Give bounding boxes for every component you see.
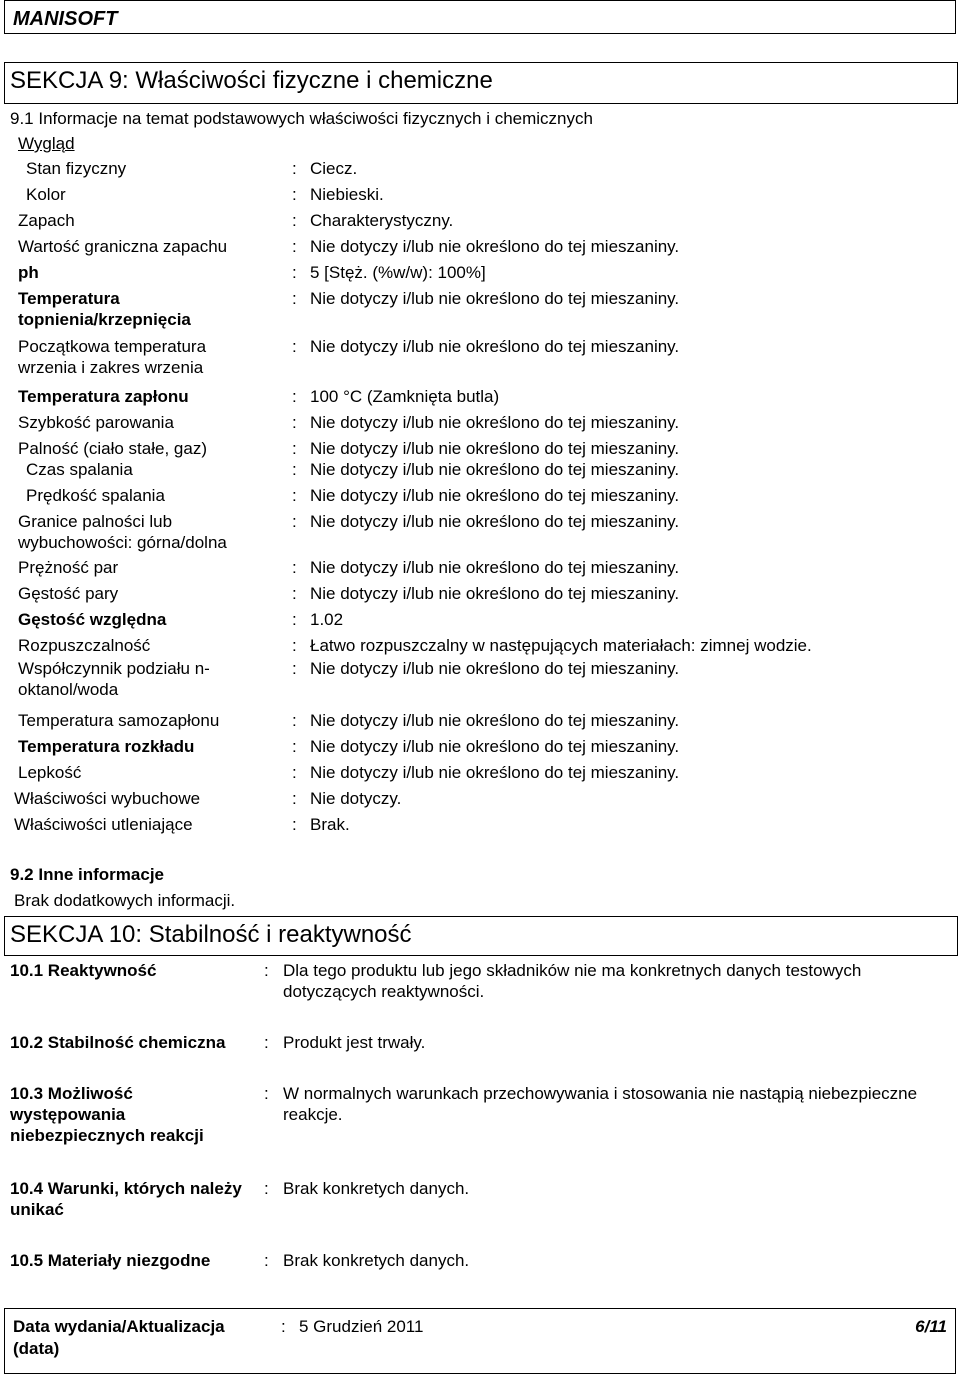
property-colon: : (292, 711, 297, 730)
property-label: Prędkość spalania (26, 486, 165, 505)
property-colon: : (292, 439, 297, 458)
property-value: Brak. (310, 815, 350, 834)
stability-colon: : (264, 1179, 269, 1198)
property-label: Temperatura (18, 289, 120, 308)
page-header (4, 0, 956, 34)
property-value: Ciecz. (310, 159, 358, 178)
subsection-9-2-title: 9.2 Inne informacje (10, 865, 164, 884)
section-9-header (4, 62, 958, 104)
property-colon: : (292, 737, 297, 756)
stability-value-cont: dotyczących reaktywności. (283, 982, 485, 1001)
property-colon: : (292, 159, 297, 178)
property-label: Właściwości wybuchowe (14, 789, 201, 808)
stability-label-cont: unikać (10, 1200, 64, 1219)
property-colon: : (292, 558, 297, 577)
property-label: Lepkość (18, 763, 82, 782)
property-label: Kolor (26, 185, 66, 204)
footer-date-label: Data wydania/Aktualizacja (13, 1317, 225, 1336)
property-colon: : (292, 387, 297, 406)
property-label: Gęstość względna (18, 610, 167, 629)
stability-value: Brak konkretych danych. (283, 1251, 470, 1270)
property-value: Łatwo rozpuszczalny w następujących materiałach: zimnej wodzie. (310, 636, 812, 655)
property-colon: : (292, 337, 297, 356)
property-label: Temperatura rozkładu (18, 737, 195, 756)
property-label: Granice palności lub (18, 512, 173, 531)
property-colon: : (292, 460, 297, 479)
property-label: Szybkość parowania (18, 413, 174, 432)
property-value: 1.02 (310, 610, 344, 629)
page-number: 6/11 (915, 1317, 947, 1336)
section-10-header (4, 916, 958, 956)
company-name: MANISOFT (13, 8, 118, 30)
stability-colon: : (264, 1251, 269, 1270)
property-value: Nie dotyczy i/lub nie określono do tej mieszaniny. (310, 737, 680, 756)
property-value: 5 [Stęż. (%w/w): 100%] (310, 263, 486, 282)
property-label: Wartość graniczna zapachu (18, 237, 228, 256)
property-value: Nie dotyczy i/lub nie określono do tej mieszaniny. (310, 558, 680, 577)
property-label: Rozpuszczalność (18, 636, 151, 655)
property-value: Nie dotyczy i/lub nie określono do tej mieszaniny. (310, 512, 680, 531)
stability-colon: : (264, 1084, 269, 1103)
property-label: Zapach (18, 211, 75, 230)
property-colon: : (292, 413, 297, 432)
page-footer (4, 1308, 956, 1374)
property-colon: : (292, 289, 297, 308)
property-label: Właściwości utleniające (14, 815, 193, 834)
property-value: Nie dotyczy i/lub nie określono do tej mieszaniny. (310, 486, 680, 505)
stability-value-cont: reakcje. (283, 1105, 343, 1124)
property-colon: : (292, 185, 297, 204)
property-colon: : (292, 263, 297, 282)
property-label-cont: wybuchowości: górna/dolna (18, 533, 227, 552)
stability-value: W normalnych warunkach przechowywania i stosowania nie nastąpią niebezpieczne (283, 1084, 918, 1103)
property-colon: : (292, 584, 297, 603)
property-label: Temperatura samozapłonu (18, 711, 220, 730)
property-colon: : (292, 789, 297, 808)
property-label-cont: topnienia/krzepnięcia (18, 310, 191, 329)
property-value: Nie dotyczy i/lub nie określono do tej mieszaniny. (310, 763, 680, 782)
footer-colon: : (281, 1317, 286, 1336)
property-value: Nie dotyczy i/lub nie określono do tej mieszaniny. (310, 711, 680, 730)
property-colon: : (292, 636, 297, 655)
property-label: Współczynnik podziału n- (18, 659, 210, 678)
stability-colon: : (264, 961, 269, 980)
section-10-title: SEKCJA 10: Stabilność i reaktywność (10, 921, 412, 948)
property-label: Gęstość pary (18, 584, 119, 603)
property-colon: : (292, 486, 297, 505)
property-colon: : (292, 237, 297, 256)
property-value: Charakterystyczny. (310, 211, 454, 230)
property-value: 100 °C (Zamknięta butla) (310, 387, 500, 406)
stability-label: 10.2 Stabilność chemiczna (10, 1033, 226, 1052)
property-colon: : (292, 763, 297, 782)
property-label-cont: oktanol/woda (18, 680, 119, 699)
property-value: Nie dotyczy i/lub nie określono do tej mieszaniny. (310, 289, 680, 308)
property-value: Nie dotyczy. (310, 789, 402, 808)
property-value: Nie dotyczy i/lub nie określono do tej mieszaniny. (310, 460, 680, 479)
property-label: Czas spalania (26, 460, 133, 479)
property-label-cont: wrzenia i zakres wrzenia (18, 358, 204, 377)
property-label: ph (18, 263, 39, 282)
stability-label-cont: występowania (10, 1105, 126, 1124)
stability-value: Produkt jest trwały. (283, 1033, 426, 1052)
property-label: Prężność par (18, 558, 119, 577)
stability-label: 10.3 Możliwość (10, 1084, 133, 1103)
stability-label: 10.1 Reaktywność (10, 961, 157, 980)
section-9-title: SEKCJA 9: Właściwości fizyczne i chemiczne (10, 67, 493, 94)
stability-value: Dla tego produktu lub jego składników nie ma konkretnych danych testowych (283, 961, 862, 980)
other-info-text: Brak dodatkowych informacji. (14, 891, 236, 910)
stability-value: Brak konkretych danych. (283, 1179, 470, 1198)
property-value: Niebieski. (310, 185, 384, 204)
appearance-heading: Wygląd (18, 134, 75, 153)
footer-date-value: 5 Grudzień 2011 (299, 1317, 424, 1336)
property-colon: : (292, 211, 297, 230)
property-label: Stan fizyczny (26, 159, 127, 178)
property-label: Palność (ciało stałe, gaz) (18, 439, 207, 458)
property-colon: : (292, 610, 297, 629)
property-value: Nie dotyczy i/lub nie określono do tej mieszaniny. (310, 584, 680, 603)
property-value: Nie dotyczy i/lub nie określono do tej mieszaniny. (310, 439, 680, 458)
property-value: Nie dotyczy i/lub nie określono do tej mieszaniny. (310, 659, 680, 678)
stability-colon: : (264, 1033, 269, 1052)
property-colon: : (292, 659, 297, 678)
property-value: Nie dotyczy i/lub nie określono do tej mieszaniny. (310, 337, 680, 356)
property-label: Temperatura zapłonu (18, 387, 189, 406)
property-value: Nie dotyczy i/lub nie określono do tej mieszaniny. (310, 413, 680, 432)
stability-label-cont: niebezpiecznych reakcji (10, 1126, 204, 1145)
property-value: Nie dotyczy i/lub nie określono do tej mieszaniny. (310, 237, 680, 256)
property-colon: : (292, 512, 297, 531)
property-label: Początkowa temperatura (18, 337, 207, 356)
stability-label: 10.5 Materiały niezgodne (10, 1251, 211, 1270)
subsection-9-1-title: 9.1 Informacje na temat podstawowych właściwości fizycznych i chemicznych (10, 109, 593, 128)
footer-date-label-2: (data) (13, 1339, 60, 1358)
stability-label: 10.4 Warunki, których należy (10, 1179, 242, 1198)
property-colon: : (292, 815, 297, 834)
